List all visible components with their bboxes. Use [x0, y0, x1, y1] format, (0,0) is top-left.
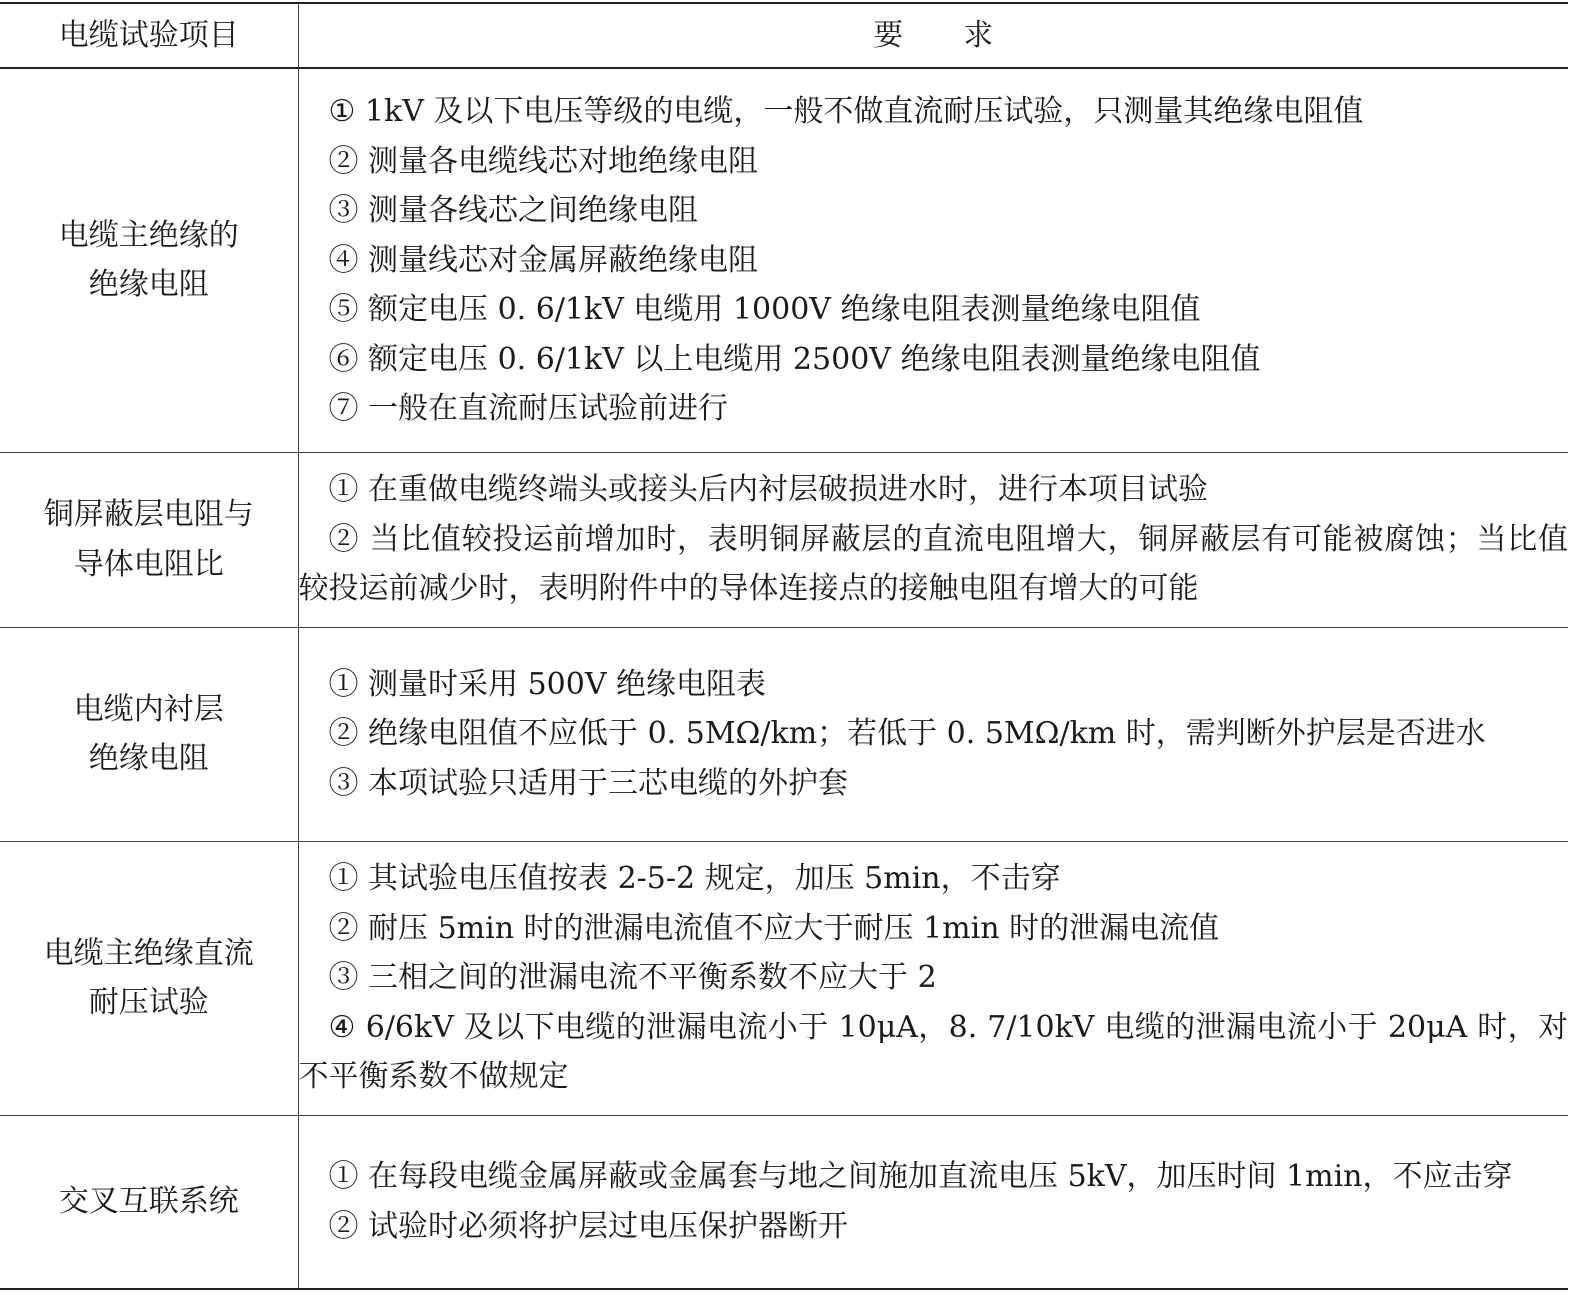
test-item-name-line: 电缆主绝缘的 — [58, 217, 239, 253]
requirement-line: ④ 6/6kV 及以下电缆的泄漏电流小于 10μA，8. 7/10kV 电缆的泄漏电流小于 20μA 时，对不平衡系数不做规定 — [298, 1009, 1568, 1095]
test-item-cell — [0, 68, 298, 452]
requirement-line: ② 绝缘电阻值不应低于 0. 5MΩ/km；若低于 0. 5MΩ/km 时，需判断外护层是否进水 — [328, 716, 1486, 752]
test-item-name-line: 耐压试验 — [88, 985, 209, 1020]
test-item-name-line: 电缆内衬层 — [73, 691, 224, 727]
requirement-line: ① 测量时采用 500V 绝缘电阻表 — [328, 666, 767, 702]
requirements-cell — [298, 627, 1568, 841]
requirement-line: ③ 测量各线芯之间绝缘电阻 — [328, 193, 699, 228]
requirement-line: ② 耐压 5min 时的泄漏电流值不应大于耐压 1min 时的泄漏电流值 — [328, 910, 1220, 946]
test-item-cell — [0, 627, 298, 841]
test-item-name-line: 交叉互联系统 — [58, 1184, 239, 1219]
requirements-cell — [298, 452, 1568, 627]
requirement-line: ⑤ 额定电压 0. 6/1kV 电缆用 1000V 绝缘电阻表测量绝缘电阻值 — [328, 292, 1201, 327]
table-row — [0, 68, 1568, 452]
cable-test-table — [0, 2, 1568, 1290]
requirements-cell — [298, 841, 1568, 1115]
header-test-item: 电缆试验项目 — [0, 3, 298, 68]
test-item-cell — [0, 841, 298, 1115]
requirements-cell — [298, 1115, 1568, 1289]
test-item-cell — [0, 1115, 298, 1289]
requirement-line: ② 测量各电缆线芯对地绝缘电阻 — [328, 143, 759, 179]
table-header-row — [0, 3, 1568, 68]
test-item-cell — [0, 452, 298, 627]
table-row — [0, 1115, 1568, 1289]
requirement-line: ② 试验时必须将护层过电压保护器断开 — [328, 1208, 849, 1244]
test-item-name-line: 铜屏蔽层电阻与 — [43, 497, 254, 532]
header-requirements: 要 求 — [298, 3, 1568, 68]
test-item-name-line: 电缆主绝缘直流 — [43, 935, 254, 971]
requirement-line: ① 在重做电缆终端头或接头后内衬层破损进水时，进行本项目试验 — [328, 472, 1209, 508]
requirement-line: ⑥ 额定电压 0. 6/1kV 以上电缆用 2500V 绝缘电阻表测量绝缘电阻值 — [328, 341, 1261, 377]
table-row — [0, 841, 1568, 1115]
table-row — [0, 627, 1568, 841]
requirements-cell — [298, 68, 1568, 452]
test-item-name-line: 绝缘电阻 — [88, 267, 209, 303]
requirement-line: ② 当比值较投运前增加时，表明铜屏蔽层的直流电阻增大，铜屏蔽层有可能被腐蚀；当比值较投运前减少时，表明附件中的导体连接点的接触电阻有增大的可能 — [298, 521, 1568, 607]
requirement-line: ⑦ 一般在直流耐压试验前进行 — [328, 391, 729, 426]
requirement-line: ③ 本项试验只适用于三芯电缆的外护套 — [328, 765, 849, 801]
table-row — [0, 452, 1568, 627]
test-item-name-line: 导体电阻比 — [73, 546, 224, 582]
requirement-line: ① 在每段电缆金属屏蔽或金属套与地之间施加直流电压 5kV，加压时间 1min，不应击穿 — [328, 1159, 1513, 1195]
requirement-line: ③ 三相之间的泄漏电流不平衡系数不应大于 2 — [328, 960, 937, 996]
requirement-line: ① 1kV 及以下电压等级的电缆，一般不做直流耐压试验，只测量其绝缘电阻值 — [328, 94, 1364, 129]
requirement-line: ④ 测量线芯对金属屏蔽绝缘电阻 — [328, 242, 759, 278]
test-item-name-line: 绝缘电阻 — [88, 741, 209, 776]
requirement-line: ① 其试验电压值按表 2-5-2 规定，加压 5min，不击穿 — [328, 861, 1061, 897]
